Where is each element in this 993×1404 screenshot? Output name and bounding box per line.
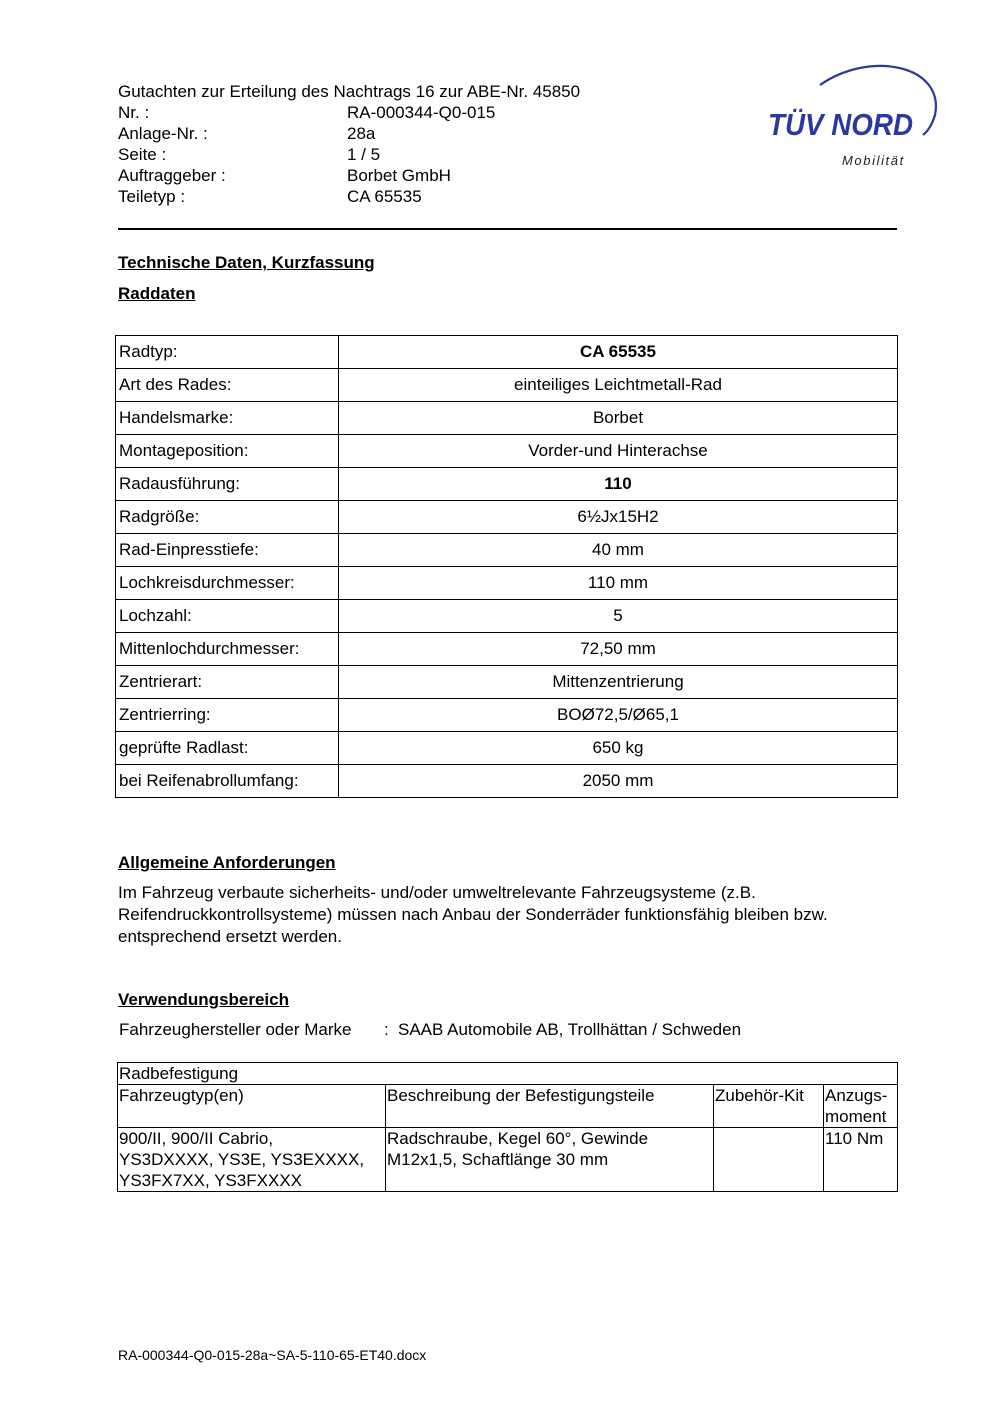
wheel-data-row (116, 666, 898, 699)
wheel-data-label: Montageposition: (116, 435, 339, 468)
header-field (118, 102, 496, 123)
header-field-value: 1 / 5 (347, 145, 381, 164)
wheel-data-label: Mittenlochdurchmesser: (116, 633, 339, 666)
header-field-label: Seite : (118, 145, 167, 164)
wheel-data-value: Borbet (339, 402, 898, 435)
wheel-data-row (116, 765, 898, 798)
wheel-data-row (116, 501, 898, 534)
wheel-data-value: Vorder-und Hinterachse (339, 435, 898, 468)
mounting-cell (714, 1128, 824, 1192)
wheel-data-value: 650 kg (339, 732, 898, 765)
manufacturer-value: SAAB Automobile AB, Trollhättan / Schweden (398, 1020, 742, 1039)
logo-subtitle: Mobilität (842, 153, 905, 168)
wheel-data-row (116, 732, 898, 765)
wheel-data-value: einteiliges Leichtmetall-Rad (339, 369, 898, 402)
wheel-data-label: Radausführung: (116, 468, 339, 501)
wheel-data-row (116, 600, 898, 633)
wheel-data-label: Zentrierart: (116, 666, 339, 699)
wheel-mounting-table (117, 1062, 898, 1192)
wheel-data-value: 110 mm (339, 567, 898, 600)
header-field-value: RA-000344-Q0-015 (347, 103, 496, 122)
header-field-label: Teiletyp : (118, 187, 186, 206)
mounting-column-header: Fahrzeugtyp(en) (118, 1085, 386, 1128)
wheel-data-label: Lochkreisdurchmesser: (116, 567, 339, 600)
header-field (118, 165, 451, 186)
wheel-data-label: Rad-Einpresstiefe: (116, 534, 339, 567)
general-requirements-text: Im Fahrzeug verbaute sicherheits- und/oder umweltrelevante Fahrzeugsysteme (z.B. Reifendruckkontrollsysteme) müssen nach Anbau der Sonderräder funktionsfähig bleiben bzw. entsprechend ersetzt werden. (118, 883, 828, 946)
wheel-data-value: CA 65535 (339, 336, 898, 369)
wheel-data-value: 6½Jx15H2 (339, 501, 898, 534)
mounting-cell: 110 Nm (824, 1128, 898, 1192)
wheel-data-label: Radtyp: (116, 336, 339, 369)
wheel-data-row (116, 699, 898, 732)
wheel-data-row (116, 369, 898, 402)
header-field-label: Auftraggeber : (118, 166, 226, 185)
wheel-data-value: 110 (339, 468, 898, 501)
header-field-value: 28a (347, 124, 376, 143)
wheel-data-row (116, 336, 898, 369)
wheel-data-table (115, 335, 898, 798)
document-title: Gutachten zur Erteilung des Nachtrags 16 zur ABE-Nr. 45850 (118, 82, 581, 101)
logo-brand-text: TÜV NORD (768, 107, 913, 142)
mounting-column-header: Zubehör-Kit (714, 1085, 824, 1128)
wheel-data-label: Art des Rades: (116, 369, 339, 402)
manufacturer-label: Fahrzeughersteller oder Marke (119, 1020, 352, 1039)
wheel-data-row (116, 567, 898, 600)
wheel-data-value: BOØ72,5/Ø65,1 (339, 699, 898, 732)
mounting-column-header: Beschreibung der Befestigungsteile (386, 1085, 714, 1128)
header-field-value: CA 65535 (347, 187, 422, 206)
wheel-data-row (116, 468, 898, 501)
wheel-data-label: geprüfte Radlast: (116, 732, 339, 765)
wheel-data-label: Radgröße: (116, 501, 339, 534)
header-divider (118, 228, 897, 230)
wheel-data-row (116, 435, 898, 468)
mounting-cell: Radschraube, Kegel 60°, Gewinde M12x1,5, Schaftlänge 30 mm (386, 1128, 714, 1192)
section-heading-technical: Technische Daten, Kurzfassung (118, 253, 375, 272)
wheel-data-label: bei Reifenabrollumfang: (116, 765, 339, 798)
wheel-data-label: Zentrierring: (116, 699, 339, 732)
mounting-row (118, 1128, 898, 1192)
wheel-data-label: Lochzahl: (116, 600, 339, 633)
wheel-data-value: 40 mm (339, 534, 898, 567)
wheel-data-value: 2050 mm (339, 765, 898, 798)
section-heading-usage: Verwendungsbereich (118, 990, 289, 1009)
footer-filename: RA-000344-Q0-015-28a~SA-5-110-65-ET40.docx (118, 1347, 427, 1363)
wheel-data-row (116, 633, 898, 666)
header-field-label: Anlage-Nr. : (118, 124, 208, 143)
mounting-header-row (118, 1085, 898, 1128)
mounting-column-header: Anzugs- moment (824, 1085, 898, 1128)
header-field (118, 123, 376, 144)
mounting-cell: 900/II, 900/II Cabrio, YS3DXXXX, YS3E, YS3EXXXX, YS3FX7XX, YS3FXXXX (118, 1128, 386, 1192)
wheel-data-row (116, 534, 898, 567)
section-heading-wheel-data: Raddaten (118, 284, 196, 303)
header-field-label: Nr. : (118, 103, 150, 122)
wheel-data-value: Mittenzentrierung (339, 666, 898, 699)
wheel-data-label: Handelsmarke: (116, 402, 339, 435)
mounting-table-title: Radbefestigung (118, 1063, 898, 1085)
wheel-data-value: 5 (339, 600, 898, 633)
header-field (118, 186, 422, 207)
section-heading-general: Allgemeine Anforderungen (118, 853, 336, 872)
wheel-data-value: 72,50 mm (339, 633, 898, 666)
wheel-data-row (116, 402, 898, 435)
manufacturer-separator: : (384, 1020, 389, 1039)
header-field-value: Borbet GmbH (347, 166, 451, 185)
header-field (118, 144, 381, 165)
tuv-nord-logo (760, 55, 950, 175)
